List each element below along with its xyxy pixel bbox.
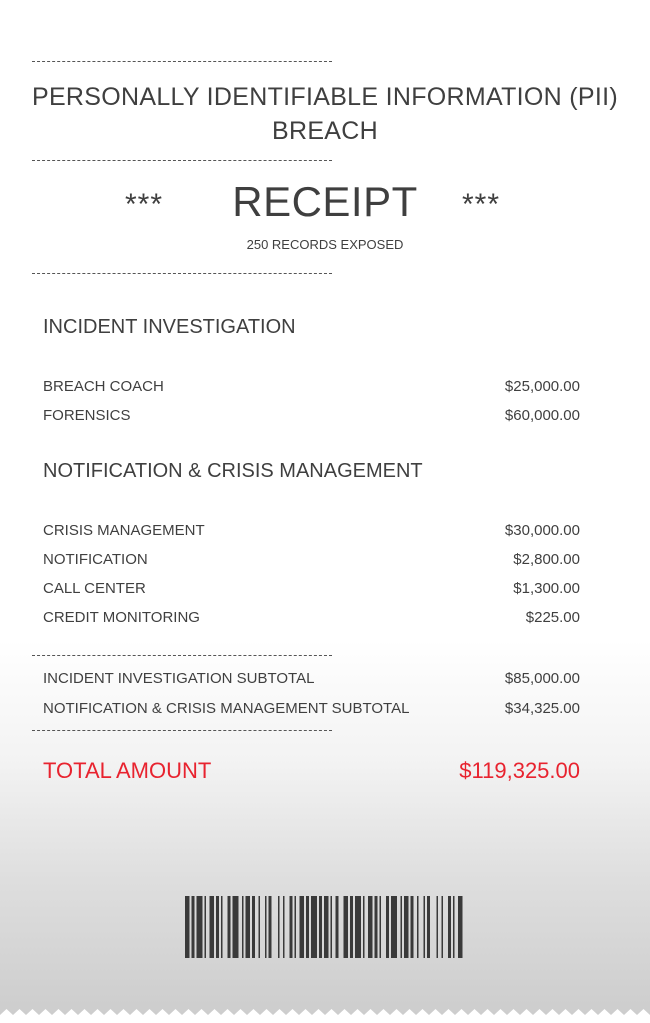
line-item-label: NOTIFICATION — [43, 551, 148, 568]
line-item — [43, 609, 580, 629]
barcode-bar — [283, 896, 285, 958]
barcode-bar — [442, 896, 444, 958]
barcode-bar — [391, 896, 397, 958]
barcode-bar — [344, 896, 349, 958]
stars-right: *** — [462, 188, 501, 221]
barcode-bar — [311, 896, 317, 958]
barcode-bar — [453, 896, 455, 958]
receipt-heading — [0, 178, 650, 230]
barcode-bar — [259, 896, 261, 958]
line-item-amount: $30,000.00 — [504, 522, 580, 539]
barcode-bar — [205, 896, 207, 958]
barcode-bar — [290, 896, 293, 958]
receipt-title-line1: PERSONALLY IDENTIFIABLE INFORMATION (PII) — [31, 83, 618, 111]
barcode-bar — [437, 896, 439, 958]
stars-left: *** — [125, 188, 164, 221]
barcode-bar — [350, 896, 353, 958]
line-item-amount: $60,000.00 — [504, 407, 580, 424]
line-item — [43, 407, 580, 427]
barcode-bar — [417, 896, 419, 958]
line-item-label: CALL CENTER — [43, 580, 146, 597]
barcode-bar — [336, 896, 339, 958]
barcode-bar — [411, 896, 414, 958]
barcode-bar — [324, 896, 329, 958]
line-item-label: FORENSICS — [43, 407, 131, 424]
divider — [32, 655, 332, 656]
barcode-bar — [192, 896, 195, 958]
barcode-bar — [252, 896, 255, 958]
line-item-label: CREDIT MONITORING — [43, 609, 200, 626]
barcode-bar — [233, 896, 239, 958]
line-item — [43, 378, 580, 398]
line-item-amount: $25,000.00 — [504, 378, 580, 395]
barcode-bar — [300, 896, 305, 958]
barcode-bar — [404, 896, 409, 958]
barcode-bar — [216, 896, 219, 958]
barcode-bar — [185, 896, 190, 958]
total-row — [43, 758, 580, 786]
barcode-bar — [246, 896, 251, 958]
section-title-incident-investigation: INCIDENT INVESTIGATION — [43, 316, 296, 338]
total-label: TOTAL AMOUNT — [43, 758, 212, 783]
divider — [32, 730, 332, 731]
barcode-bar — [331, 896, 333, 958]
barcode-bar — [278, 896, 280, 958]
subtotal-row — [43, 670, 580, 690]
line-item-amount: $2,800.00 — [513, 551, 580, 568]
subtotal-label: NOTIFICATION & CRISIS MANAGEMENT SUBTOTAL — [43, 700, 410, 717]
barcode-bar — [375, 896, 378, 958]
line-item-label: CRISIS MANAGEMENT — [43, 522, 205, 539]
barcode-bar — [380, 896, 382, 958]
receipt-title-line2: BREACH — [272, 117, 378, 145]
barcode-bar — [355, 896, 361, 958]
divider — [32, 273, 332, 274]
torn-edge — [0, 1009, 650, 1023]
line-item-amount: $225.00 — [525, 609, 580, 626]
barcode-bar — [427, 896, 430, 958]
barcode-bar — [221, 896, 223, 958]
barcode-bar — [448, 896, 451, 958]
barcode-bar — [210, 896, 215, 958]
barcode-bar — [368, 896, 373, 958]
barcode-bar — [242, 896, 244, 958]
records-exposed: 250 RECORDS EXPOSED — [246, 237, 404, 252]
line-item — [43, 522, 580, 542]
barcode-bar — [228, 896, 231, 958]
line-item — [43, 580, 580, 600]
barcode-bar — [424, 896, 426, 958]
barcode-icon — [185, 896, 463, 958]
subtotal-row — [43, 700, 580, 720]
barcode-bar — [319, 896, 322, 958]
line-item-label: BREACH COACH — [43, 378, 164, 395]
divider — [32, 61, 332, 62]
section-title-notification-crisis: NOTIFICATION & CRISIS MANAGEMENT — [43, 460, 423, 482]
barcode-bar — [363, 896, 365, 958]
barcode-bar — [265, 896, 267, 958]
barcode-bar — [458, 896, 463, 958]
barcode-bar — [197, 896, 203, 958]
barcode-bar — [269, 896, 272, 958]
subtotal-amount: $85,000.00 — [504, 670, 580, 687]
subtotal-amount: $34,325.00 — [504, 700, 580, 717]
barcode-bar — [386, 896, 389, 958]
divider — [32, 160, 332, 161]
line-item-amount: $1,300.00 — [513, 580, 580, 597]
barcode-bar — [306, 896, 309, 958]
barcode-bar — [295, 896, 297, 958]
barcode-bar — [401, 896, 403, 958]
total-amount: $119,325.00 — [459, 758, 580, 783]
subtotal-label: INCIDENT INVESTIGATION SUBTOTAL — [43, 670, 315, 687]
line-item — [43, 551, 580, 571]
receipt-label: RECEIPT — [232, 178, 418, 225]
